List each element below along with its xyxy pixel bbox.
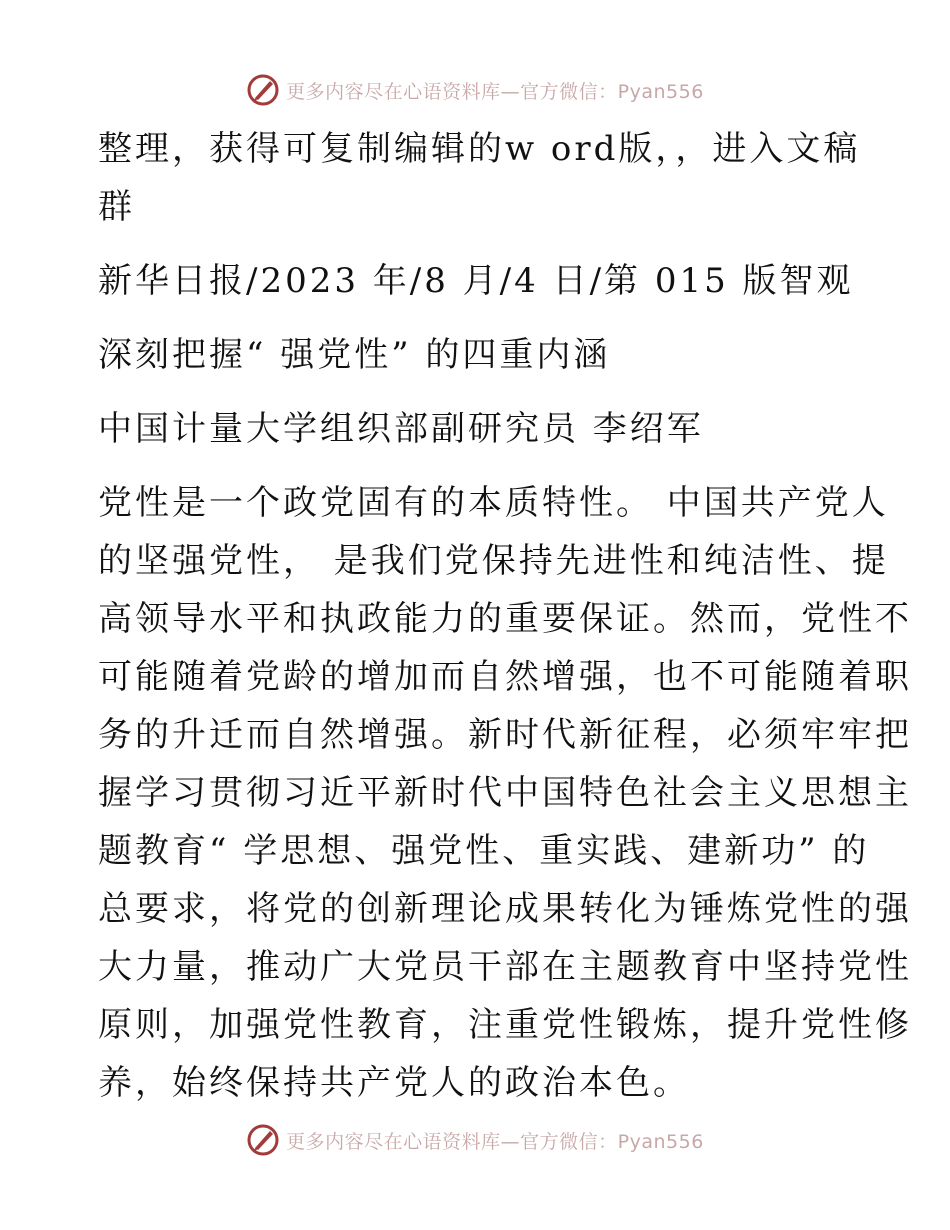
article-title: 深刻把握“ 强党性” 的四重内涵 bbox=[98, 335, 611, 375]
body-line: 党性是一个政党固有的本质特性。 中国共产党人 bbox=[98, 483, 889, 523]
body-paragraph bbox=[98, 474, 912, 1112]
body-line: 的坚强党性， 是我们党保持先进性和纯洁性、提 bbox=[98, 541, 889, 581]
body-line: 高领导水平和执政能力的重要保证。然而，党性不 bbox=[98, 599, 912, 639]
body-line: 务的升迁而自然增强。新时代新征程，必须牢牢把 bbox=[98, 715, 912, 755]
intro-line-1: 整理，获得可复制编辑的w ord版，，进入文稿 bbox=[98, 129, 861, 169]
body-line: 原则，加强党性教育，注重党性锻炼，提升党性修 bbox=[98, 1005, 912, 1045]
body-line: 题教育“ 学思想、强党性、重实践、建新功” 的 bbox=[98, 831, 870, 871]
source-line: 新华日报/2023 年/8 月/4 日/第 015 版智观 bbox=[98, 261, 854, 301]
footer-watermark bbox=[0, 1120, 950, 1160]
body-line: 养，始终保持共产党人的政治本色。 bbox=[98, 1063, 690, 1103]
author-line: 中国计量大学组织部副研究员 李绍军 bbox=[98, 409, 704, 449]
quill-logo-icon bbox=[246, 1123, 280, 1157]
quill-logo-icon bbox=[246, 73, 280, 107]
body-line: 握学习贯彻习近平新时代中国特色社会主义思想主 bbox=[98, 773, 912, 813]
body-line: 总要求，将党的创新理论成果转化为锤炼党性的强 bbox=[98, 889, 912, 929]
body-line: 可能随着党龄的增加而自然增强，也不可能随着职 bbox=[98, 657, 912, 697]
document-body bbox=[98, 120, 912, 1112]
watermark-text: 更多内容尽在心语资料库—官方微信：Pyan556 bbox=[286, 80, 704, 103]
header-watermark bbox=[0, 70, 950, 110]
watermark-text: 更多内容尽在心语资料库—官方微信：Pyan556 bbox=[286, 1130, 704, 1153]
body-line: 大力量，推动广大党员干部在主题教育中坚持党性 bbox=[98, 947, 912, 987]
intro-line-2: 群 bbox=[98, 187, 135, 227]
